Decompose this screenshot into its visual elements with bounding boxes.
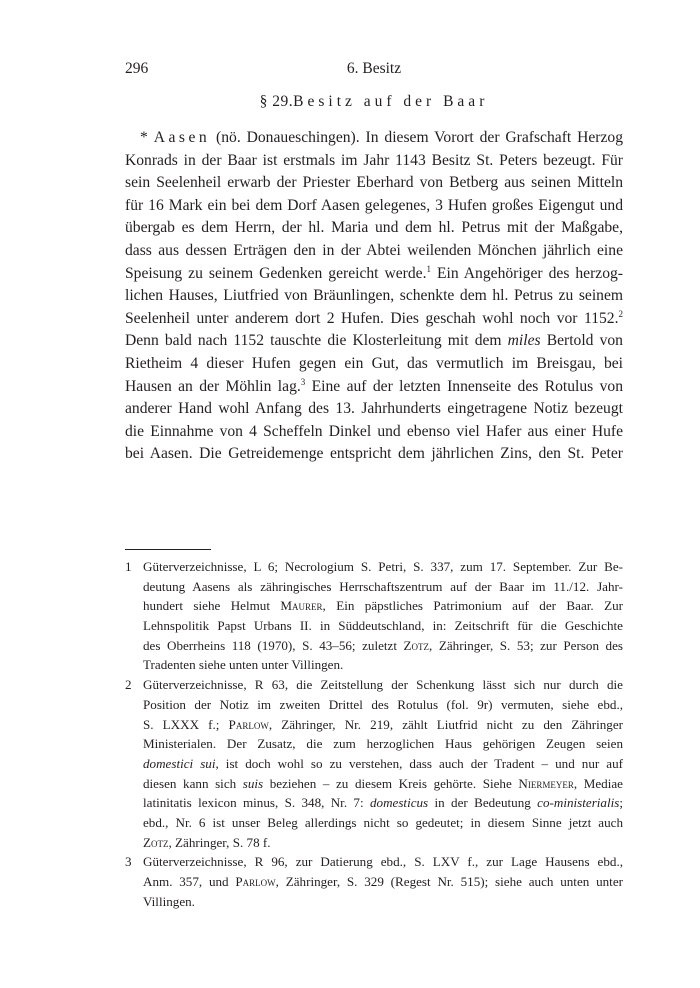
footnote-line (125, 793, 623, 813)
footnote-line: Lehnspolitik Papst Urbans II. in Süddeutschland, in: Zeitschrift für die Geschichte (143, 618, 623, 634)
italic-term: co-ministerialis (537, 795, 620, 811)
text-run: Bertold von (540, 332, 623, 350)
text-run: , Zähringer, Nr. 219, zählt Liutfrid nicht zu den Zähringer (268, 716, 624, 732)
text-run: , ist doch wohl so zu verstehen, dass auch der Tradent – und nur auf (215, 755, 623, 771)
footnote-line (125, 852, 623, 872)
text-run: Hausen an der Möhlin lag. (125, 377, 301, 395)
body-line (125, 330, 623, 353)
text-run: Seelenheil unter anderem dort 2 Hufen. Dies geschah wohl noch vor 1152. (125, 309, 619, 327)
text-run: Güterverzeichnisse, R 63, die Zeitstellung der Schenkung lässt sich nur durch die (143, 677, 623, 693)
text-run: , Ein päpstliches Patrimonium auf der Baar. Zur (322, 598, 623, 614)
footnote-line (125, 715, 623, 735)
footnotes (125, 557, 623, 911)
text-run: beziehen – zu diesem Kreis gehörte. Siehe (263, 775, 519, 791)
text-run: (nö. Donaueschingen). In diesem Vorort der Grafschaft Herzog (210, 129, 623, 146)
body-line: anderer Hand wohl Anfang des 13. Jahrhunderts eingetragene Notiz bezeugt (125, 400, 623, 418)
body-line: Konrads in der Baar ist erstmals im Jahr 1143 Besitz St. Peters bezeugt. Für (125, 151, 623, 169)
section-title: Besitz auf der Baar (293, 93, 489, 110)
running-head: 6. Besitz (346, 60, 402, 77)
text-run: S. LXXX f.; (143, 716, 229, 732)
body-line (125, 376, 623, 399)
asterisk-marker: * (140, 129, 154, 146)
footnote-line: Position der Notiz im zweiten Drittel des Rotulus (fol. 9r) vermuten, siehe ebd., (143, 696, 623, 712)
body-text (125, 127, 623, 466)
body-line: dass aus dessen Erträgen den in der Abtei weilenden Mönchen jährlich eine (125, 241, 623, 259)
text-run: Ein Angehöriger des herzog- (431, 264, 624, 282)
text-run: , Mediae (573, 775, 623, 791)
text-run: , Zähringer, S. 329 (Regest Nr. 515); siehe auch unten unter (275, 874, 623, 889)
page-header (125, 60, 623, 82)
text-run: diesen kann sich (143, 775, 243, 791)
footnote-ref: 3 (300, 376, 306, 387)
body-line: bei Aasen. Die Getreidemenge entspricht dem jährlichen Zins, den St. Peter (125, 445, 623, 463)
text-run: , Zähringer, S. 78 f. (168, 834, 271, 850)
footnote-line (125, 774, 623, 794)
footnote-ref: 1 (426, 263, 431, 274)
author-name: Parlow (235, 874, 276, 889)
footnote-line: ebd., Nr. 6 ist unser Beleg allerdings nicht so gedeutet; in diesem Sinne jetzt auch (143, 814, 623, 830)
text-run: Eine auf der letzten Innenseite des Rotulus von (305, 377, 623, 395)
footnote-line: deutung Aasens als zähringisches Herrschaftszentrum auf der Baar im 11./12. Jahr- (143, 578, 623, 594)
footnote-line (125, 596, 623, 616)
footnote-line: Ministerialen. Der Zusatz, die zum herzoglichen Haus gehörigen Zeugen seien (143, 736, 623, 752)
text-run: , Zähringer, S. 53; zur Person des (429, 637, 624, 653)
body-line: übergab es dem Herrn, der hl. Maria und dem hl. Petrus mit der Maßgabe, (125, 219, 623, 237)
text-run: Anm. 357, und (143, 874, 236, 889)
author-name: Niermeyer (518, 775, 574, 791)
footnote-line (125, 833, 623, 853)
text-run: in der Bedeutung (428, 795, 538, 811)
body-line (125, 263, 623, 286)
footnote-divider (125, 549, 211, 550)
text-run: Güterverzeichnisse, L 6; Necrologium S. Petri, S. 337, zum 17. September. Zur Be- (143, 559, 623, 574)
body-line: für 16 Mark ein bei dem Dorf Aasen gelegenes, 3 Hufen großes Eigengut und (125, 196, 623, 214)
body-line: Rietheim 4 dieser Hufen gegen ein Gut, das vermutlich im Breisgau, bei (125, 354, 623, 372)
footnote-line: Tradenten siehe unten unter Villingen. (143, 657, 344, 673)
body-line: sein Seelenheil erwarb der Priester Eberhard von Betberg aus seinen Mitteln (125, 174, 623, 192)
body-line (125, 308, 623, 331)
italic-term: suis (242, 775, 264, 791)
footnote-line: Villingen. (143, 893, 195, 909)
author-name: Parlow (228, 716, 269, 732)
text-run: Güterverzeichnisse, R 96, zur Datierung ebd., S. LXV f., zur Lage Hausens ebd., (143, 854, 623, 870)
section-heading (125, 93, 623, 111)
place-name: Aasen (153, 129, 211, 146)
page-number: 296 (125, 60, 149, 77)
footnote-number: 2 (125, 677, 132, 693)
footnote-ref: 2 (618, 308, 623, 319)
body-line (125, 127, 623, 150)
footnote-number: 1 (125, 559, 132, 574)
section-number: § 29. (259, 93, 294, 110)
footnote-line (125, 636, 623, 656)
text-run: Denn bald nach 1152 tauschte die Klosterleitung mit dem (125, 332, 508, 350)
footnote-line (125, 872, 623, 892)
body-line: die Einnahme von 4 Scheffeln Dinkel und ebenso viel Hafer aus einer Hufe (125, 422, 623, 440)
text-run: ; (619, 795, 623, 811)
footnote-line (125, 754, 623, 774)
author-name: Zotz (143, 834, 169, 850)
text-run: latinitatis lexicon minus, S. 348, Nr. 7: (143, 795, 370, 811)
footnote-line (125, 557, 623, 577)
italic-term: miles (507, 332, 541, 350)
text-run: Speisung zu seinem Gedenken gereicht werde. (125, 264, 427, 282)
footnote-number: 3 (125, 854, 132, 870)
author-name: Zotz (403, 637, 430, 653)
body-line: lichen Hauses, Liutfried von Bräunlingen, schenkte dem hl. Petrus zu seinem (125, 287, 623, 305)
italic-term: domesticus (369, 795, 429, 811)
text-run: des Oberrheins 118 (1970), S. 43–56; zuletzt (143, 637, 404, 653)
italic-term: domestici sui (143, 755, 216, 771)
footnote-line (125, 675, 623, 695)
text-run: hundert siehe Helmut (143, 598, 281, 614)
author-name: Maurer (280, 598, 323, 614)
